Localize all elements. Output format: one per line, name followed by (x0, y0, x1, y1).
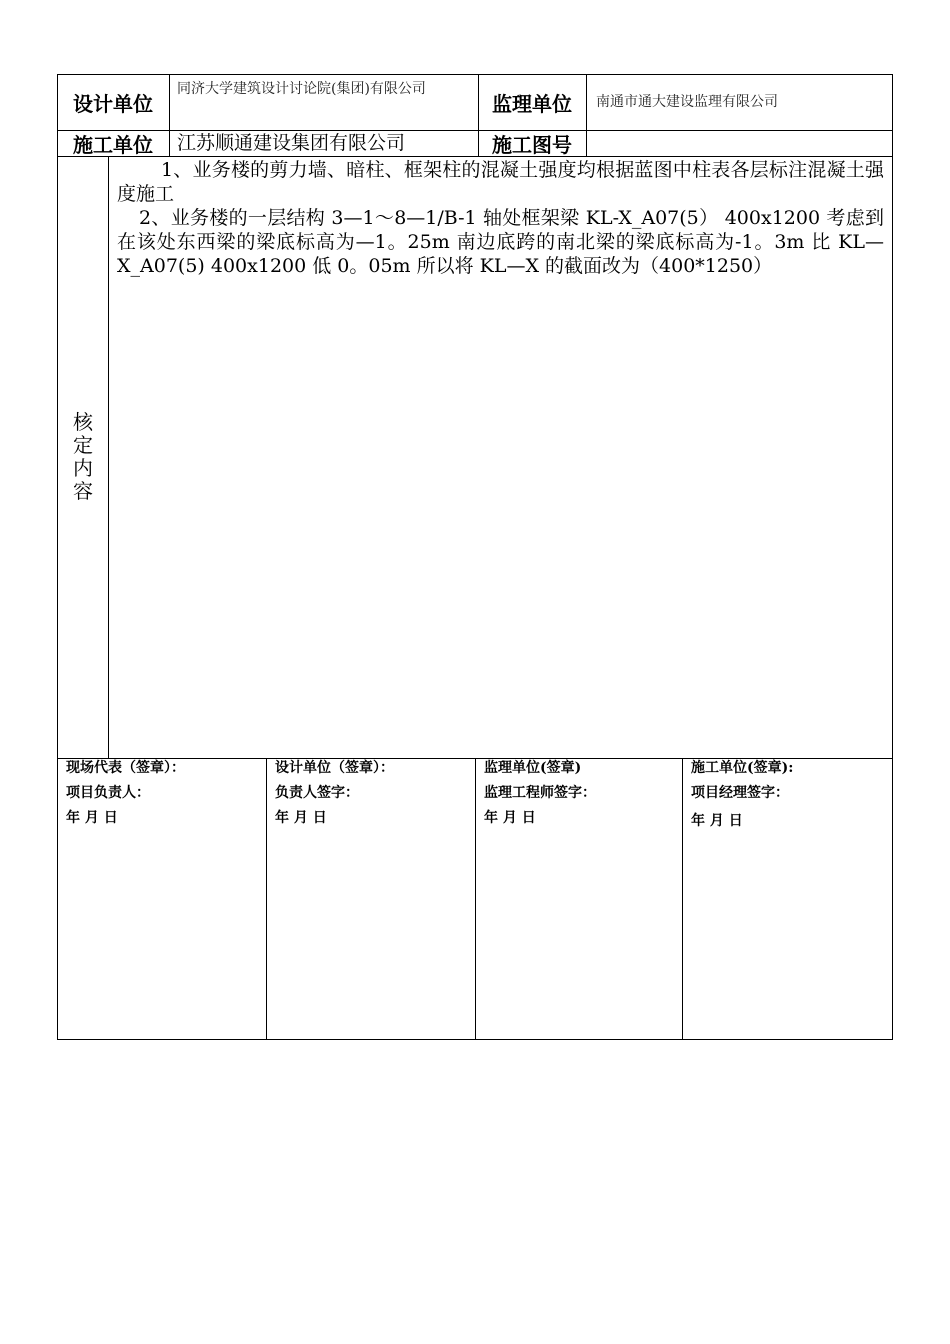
signature-line: 施工单位(签章): (691, 760, 794, 776)
header-col-divider-3 (586, 74, 587, 156)
drawing-number-value (594, 131, 884, 155)
signature-line: 现场代表（签章）： (66, 760, 185, 776)
content-col-divider (108, 156, 109, 758)
signature-col-divider-1 (266, 758, 267, 1040)
review-form-table (57, 74, 893, 1040)
signature-line: 设计单位（签章）： (275, 760, 394, 776)
table-border-top (57, 74, 893, 75)
supervision-unit-value: 南通市通大建设监理有限公司 (596, 94, 778, 110)
table-border-right (892, 74, 893, 1040)
signature-block-site-rep (66, 756, 261, 831)
signature-line: 监理单位(签章) (484, 760, 582, 776)
content-paragraph-2: 2、业务楼的一层结构 3—1～8—1/B-1 轴处框架梁 KL-X_A07(5） 400x1200 考虑到在该处东西梁的梁底标高为—1。25m 南边底跨的南北梁的梁底标高为-1。3m 比 KL—X_A07(5) 400x1200 低 0。05m 所以将 KL—X 的截面改为（400*1250） (117, 207, 884, 277)
signature-col-divider-3 (682, 758, 683, 1040)
header-col-divider-1 (169, 74, 170, 156)
signature-date: 年 月 日 (484, 810, 536, 826)
signature-col-divider-2 (475, 758, 476, 1040)
construction-unit-value: 江苏顺通建设集团有限公司 (177, 132, 406, 154)
signature-date: 年 月 日 (275, 810, 327, 826)
signature-line: 监理工程师签字： (484, 785, 596, 801)
supervision-unit-label: 监理单位 (492, 91, 572, 116)
design-unit-label: 设计单位 (73, 91, 153, 116)
signature-block-construction-unit (691, 756, 886, 834)
design-unit-value: 同济大学建筑设计讨论院(集团)有限公司 (177, 81, 426, 97)
table-border-left (57, 74, 58, 1040)
review-content-body (117, 158, 884, 278)
drawing-number-label: 施工图号 (492, 132, 572, 157)
signature-block-design-unit (275, 756, 470, 831)
signature-line: 项目经理签字： (691, 785, 789, 801)
row-divider-2 (57, 156, 893, 157)
construction-unit-label: 施工单位 (73, 132, 153, 157)
review-content-label: 核定内容 (73, 410, 93, 503)
content-paragraph-1: 1、业务楼的剪力墙、暗柱、框架柱的混凝土强度均根据蓝图中柱表各层标注混凝土强度施工 (117, 159, 884, 205)
signature-date: 年 月 日 (66, 810, 118, 826)
signature-date: 年 月 日 (691, 813, 743, 829)
signature-block-supervision-unit (484, 756, 679, 831)
signature-line: 项目负责人： (66, 785, 150, 801)
signature-line: 负责人签字： (275, 785, 359, 801)
